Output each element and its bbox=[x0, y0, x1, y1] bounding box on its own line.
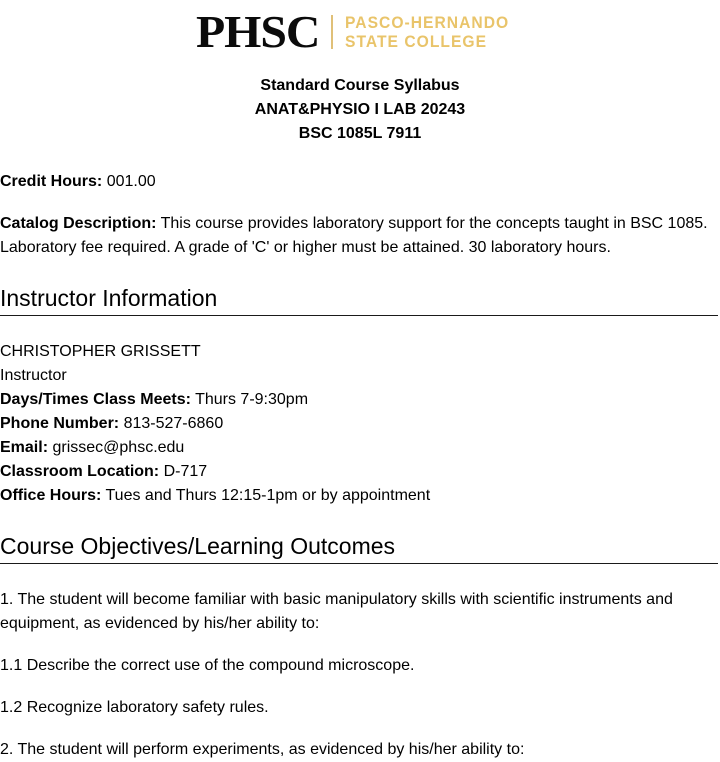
logo-line-2: STATE COLLEGE bbox=[345, 32, 488, 51]
section-heading-instructor-information: Instructor Information bbox=[0, 285, 218, 311]
spacer bbox=[0, 316, 720, 340]
title-course-name: ANAT&PHYSIO I LAB 20243 bbox=[254, 101, 466, 118]
instructor-role: Instructor bbox=[0, 367, 67, 384]
phsc-logo bbox=[0, 0, 720, 58]
spacer bbox=[0, 678, 720, 696]
spacer bbox=[0, 508, 720, 532]
classroom-value: D-717 bbox=[163, 463, 208, 480]
section-heading-course-objectives: Course Objectives/Learning Outcomes bbox=[0, 533, 396, 559]
credit-hours-line bbox=[0, 170, 720, 194]
catalog-description-label: Catalog Description: bbox=[0, 215, 157, 232]
office-hours-value: Tues and Thurs 12:15-1pm or by appointment bbox=[105, 487, 431, 504]
instructor-field-classroom bbox=[0, 460, 720, 484]
objective-item: 1. The student will become familiar with basic manipulatory skills with scientific instruments and equipment, as evidenced by his/her ability to: bbox=[0, 591, 673, 632]
catalog-description-line bbox=[0, 212, 720, 260]
instructor-field-days-times bbox=[0, 388, 720, 412]
logo-institution-name bbox=[345, 13, 509, 51]
credit-hours-label: Credit Hours: bbox=[0, 173, 103, 190]
email-value: grissec@phsc.edu bbox=[52, 439, 185, 456]
spacer bbox=[0, 146, 720, 170]
spacer bbox=[0, 720, 720, 738]
objective-item: 1.1 Describe the correct use of the compound microscope. bbox=[0, 657, 415, 674]
instructor-field-office-hours bbox=[0, 484, 720, 508]
title-standard-course-syllabus: Standard Course Syllabus bbox=[260, 77, 460, 94]
title-course-code: BSC 1085L 7911 bbox=[298, 125, 422, 142]
credit-hours-value: 001.00 bbox=[106, 173, 156, 190]
logo-line-1: PASCO-HERNANDO bbox=[345, 13, 510, 32]
email-label: Email: bbox=[0, 439, 49, 456]
days-times-label: Days/Times Class Meets: bbox=[0, 391, 191, 408]
page-title bbox=[0, 74, 720, 146]
logo-lockup bbox=[196, 6, 523, 57]
office-hours-label: Office Hours: bbox=[0, 487, 102, 504]
spacer bbox=[0, 260, 720, 284]
objective-item: 2. The student will perform experiments, as evidenced by his/her ability to: bbox=[0, 741, 525, 758]
objective-item: 1.2 Recognize laboratory safety rules. bbox=[0, 699, 269, 716]
logo-divider bbox=[331, 15, 333, 49]
phone-label: Phone Number: bbox=[0, 415, 120, 432]
days-times-value: Thurs 7-9:30pm bbox=[195, 391, 309, 408]
spacer bbox=[0, 636, 720, 654]
logo-wordmark-phsc: PHSC bbox=[196, 6, 320, 57]
spacer bbox=[0, 564, 720, 588]
classroom-label: Classroom Location: bbox=[0, 463, 160, 480]
instructor-name: CHRISTOPHER GRISSETT bbox=[0, 343, 201, 360]
spacer bbox=[0, 194, 720, 212]
phone-value: 813-527-6860 bbox=[123, 415, 224, 432]
instructor-field-phone bbox=[0, 412, 720, 436]
catalog-description-value: This course provides laboratory support for the concepts taught in BSC 1085. Laboratory fee required. A grade of 'C' or higher must be attained. 30 laboratory hours. bbox=[0, 215, 708, 256]
instructor-field-email bbox=[0, 436, 720, 460]
